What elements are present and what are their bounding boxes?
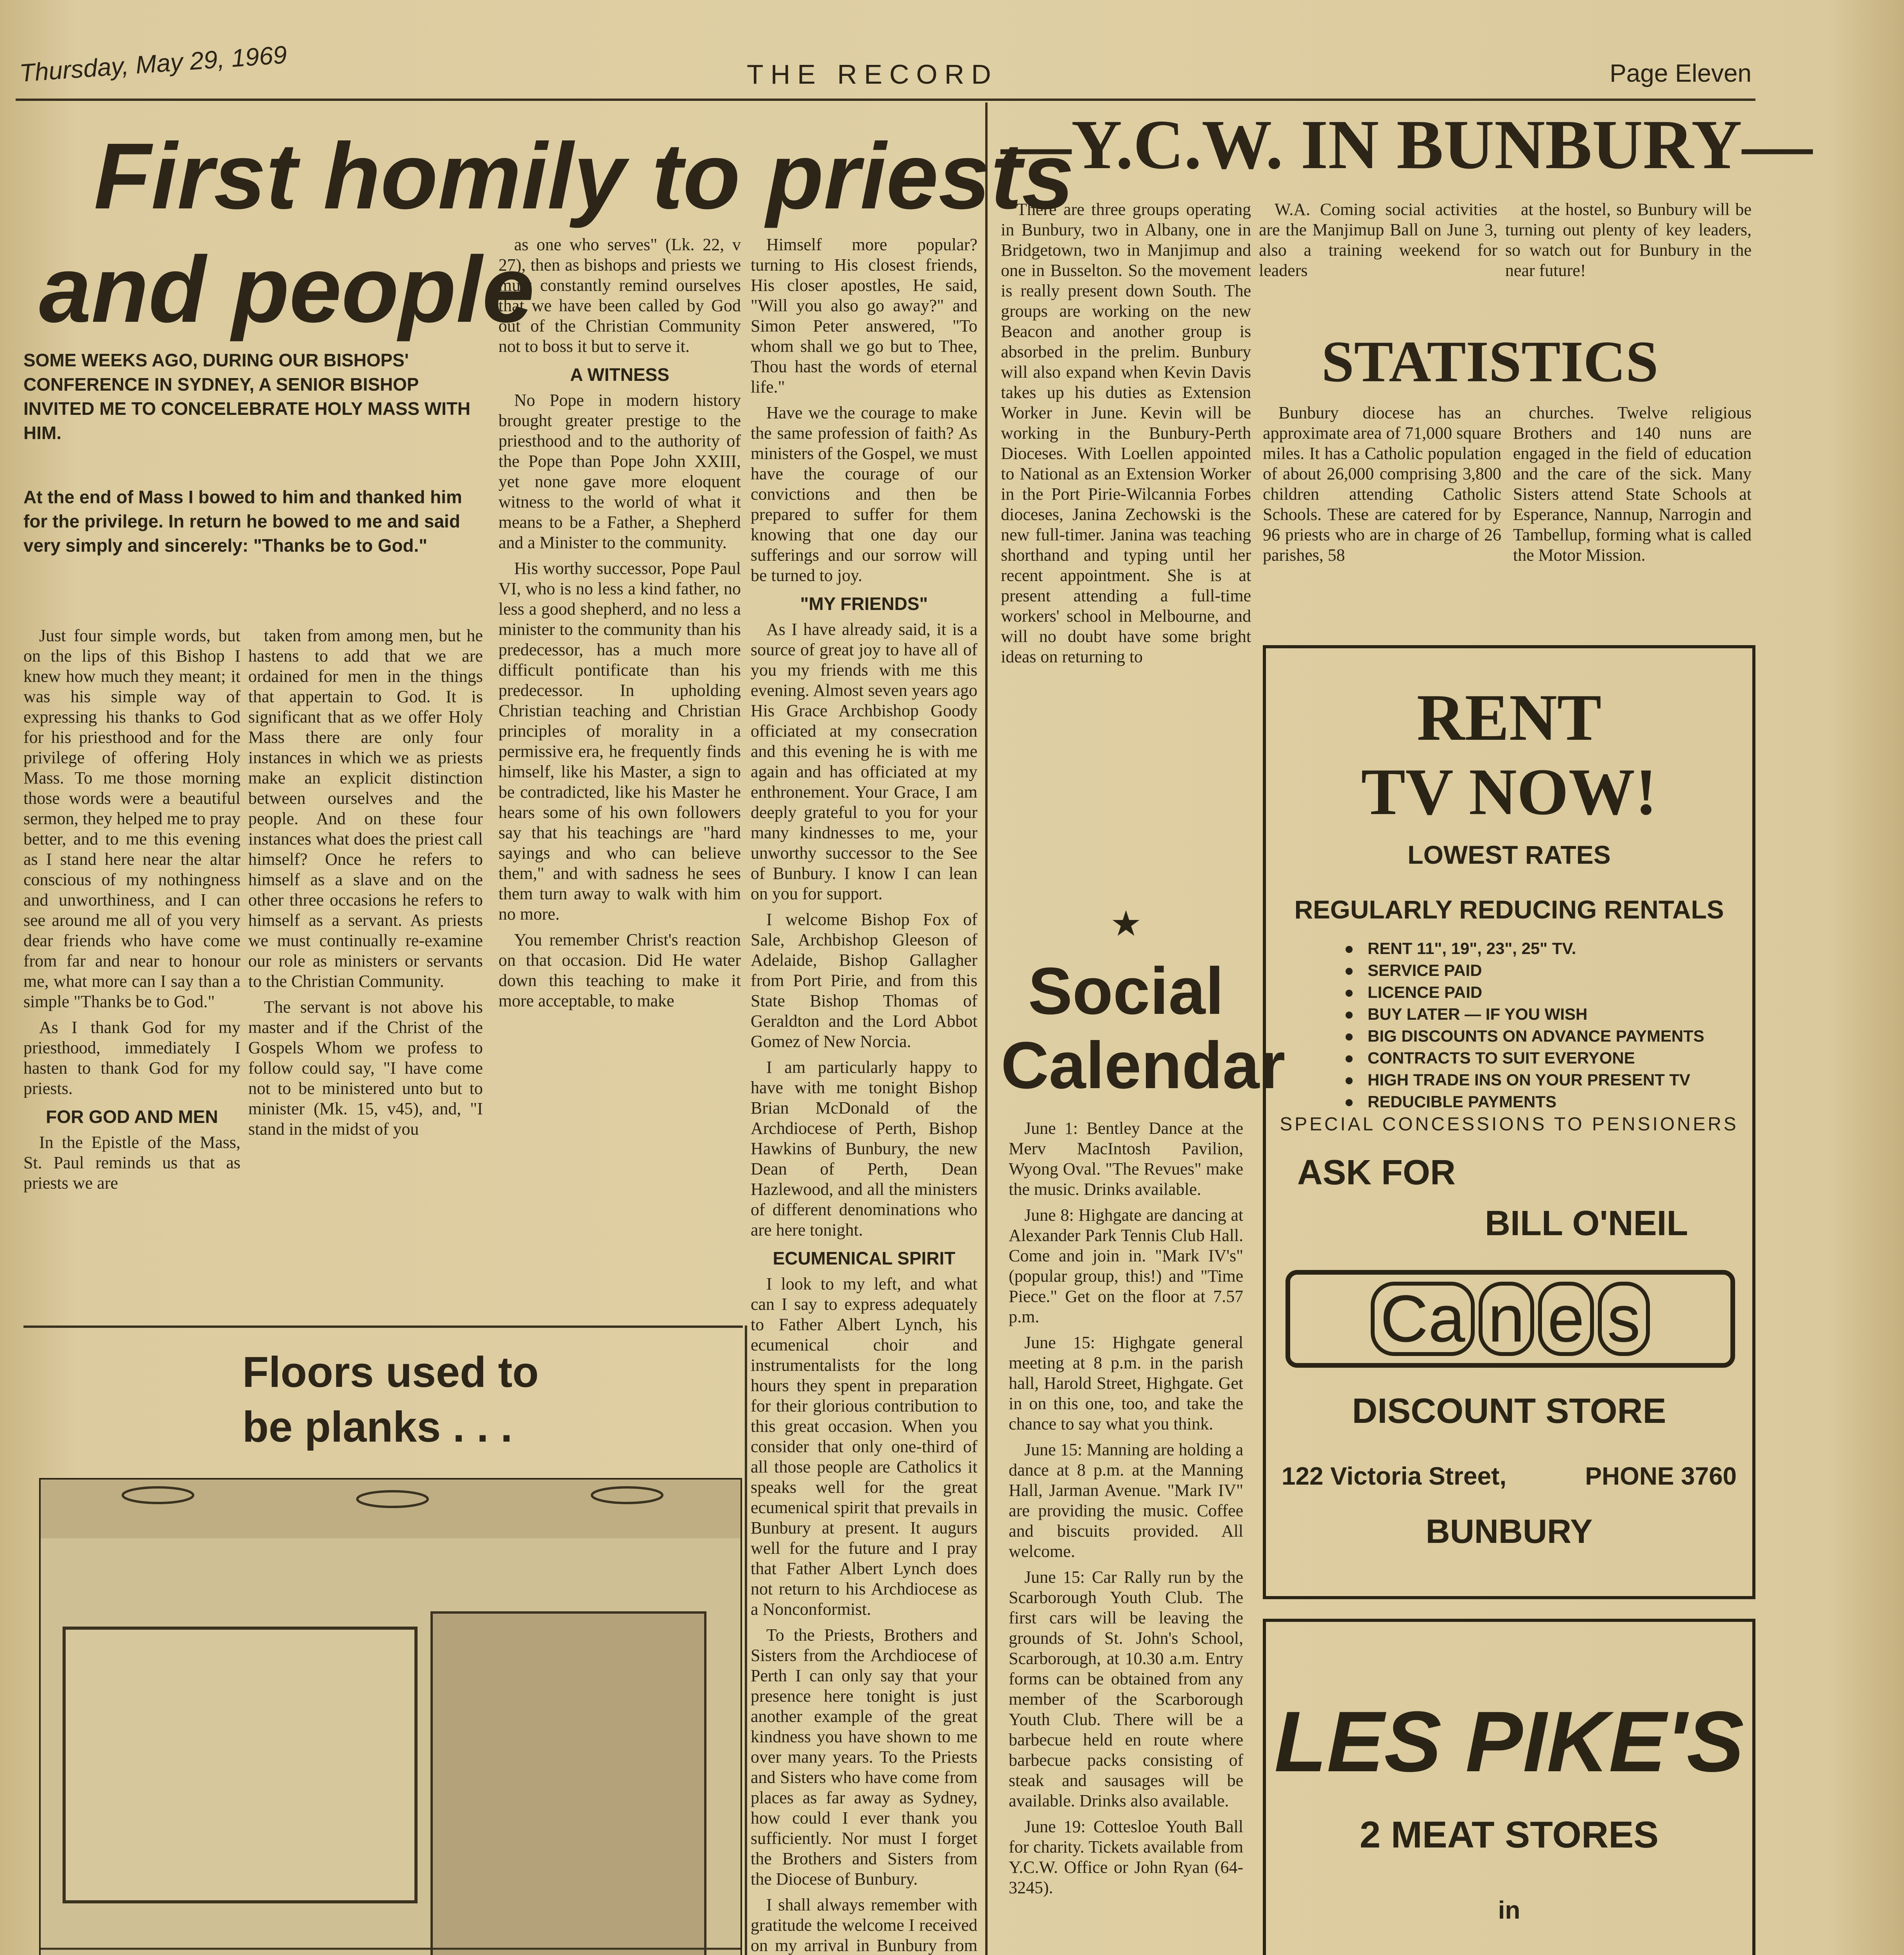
paragraph: His worthy successor, Pope Paul VI, who is no less a kind father, no less a good shepherd, and no less a minister to the community than his predecessor, has a much more difficult pontificate than his predecessor. In upholding Christian teaching and Christian principles of morality in a permissive era, he frequently finds himself, like his Master, a sign to be contradicted, like his Master he hears some of his own followers say that his teachings are "hard sayings and who can believe them," and with sadness he sees them turn away to walk with him no more. — [498, 559, 741, 924]
discount-store: DISCOUNT STORE — [1352, 1392, 1666, 1431]
logo-letter: n — [1479, 1282, 1535, 1356]
homily-intro-2: At the end of Mass I bowed to him and thanked him for the privilege. In return he bowed to me and said very simply and sincerely: "Thanks be to God." — [23, 487, 462, 556]
paragraph: As I thank God for my priesthood, immediately I hasten to thank God for my priests. — [23, 1018, 240, 1098]
title-line: Social — [1028, 954, 1224, 1028]
paragraph: There are three groups operating in Bunbury, two in Albany, one in Bridgetown, two in Manjimup and one in Busselton. So the movement is really present down South. The groups are working on the new Beacon and another group is absorbed in the prelim. Bunbury will also expand when Kevin Davis takes up his duties as Extension Worker in June. Kevin will be working in the Bunbury-Perth Dioceses. With Loellen appointed to National as an Extension Worker in the Port Pirie-Wilcannia Forbes dioceses, Janina Zechowski is the new full-timer. Janina was teaching shorthand and typing until her recent appointment. She is at present attending a full-time workers' school in Melbourne, and will no doubt have some bright ideas on returning to — [1001, 200, 1251, 666]
les-pikes-ad — [1263, 1619, 1755, 1955]
paragraph: No Pope in modern history brought greater prestige to the priesthood and to the authority of the Pope than Pope John XXIII, yet none gave more eloquent witness to the world of what it means to be a Father, a Shepherd and a Minister to the community. — [498, 391, 741, 552]
paragraph: I look to my left, and what can I say to express adequately to Father Albert Lynch, his ecumenical choir and instrumentalists for the long hours they spent in preparation for their glorious contribution to this great occasion. When you consider that only one-third of all those people are Catholics it speaks well for the great ecumenical spirit that prevails in Bunbury at present. It augurs well for the future and I pray that Father Albert Lynch does not return to his Archdiocese as a Nonconformist. — [751, 1274, 977, 1619]
rent-tv-line2: TV NOW! — [1361, 755, 1657, 829]
feature-item: ● BUY LATER — IF YOU WISH — [1344, 1003, 1735, 1025]
paragraph: The servant is not above his master and if the Christ of the Gospels Whom we profess to follow could say, "I have come not to be ministered unto but to minister (Mk. 15, v45), and, "I stand in the midst of you — [248, 997, 483, 1139]
column-divider — [985, 102, 988, 1955]
ycw-column-3 — [1505, 199, 1752, 286]
homily-column-2 — [248, 626, 483, 1145]
header-rule — [16, 99, 1755, 101]
logo-letter: e — [1538, 1282, 1594, 1356]
title-line: Calendar — [1001, 1028, 1285, 1103]
calendar-entry: June 1: Bentley Dance at the Merv MacIntosh Pavilion, Wyong Oval. "The Revues" make the music. Drinks available. — [1009, 1119, 1243, 1199]
ycw-column-2 — [1259, 199, 1497, 286]
feature-item: ● LICENCE PAID — [1344, 981, 1735, 1003]
paragraph: taken from among men, but he hastens to add that we are ordained for men in the things that appertain to God. It is significant that as we offer Holy Mass there are only four instances in which we as priests make an explicit distinction between ourselves and the people. And on these four instances what does the priest call himself? Once he refers to himself as a slave and on the other three occasions he refers to himself as a servant. As priests we must continually re-examine our role as ministers or servants to the Christian Community. — [248, 626, 483, 991]
issue-date: Thursday, May 29, 1969 — [18, 40, 288, 87]
canes-logo-frame — [1285, 1270, 1735, 1368]
page-number: Page Eleven — [1610, 59, 1752, 87]
store-phone: PHONE 3760 — [1585, 1462, 1737, 1490]
contact-name: BILL O'NEIL — [1485, 1204, 1688, 1243]
rent-tv-features — [1344, 938, 1735, 1113]
in-label: in — [1498, 1896, 1520, 1924]
ycw-column-1 — [1001, 199, 1251, 673]
paragraph: Have we the courage to make the same profession of faith? As ministers of the Gospel, we must have the courage of our convictions and then be prepared to suffer for them knowing that one day our sufferings and our sorrow will be turned to joy. — [751, 403, 977, 585]
feature-item: ● CONTRACTS TO SUIT EVERYONE — [1344, 1047, 1735, 1069]
rent-tv-ad — [1263, 645, 1755, 1599]
homily-title-line2: and people — [39, 237, 534, 342]
regularly-reducing: REGULARLY REDUCING RENTALS — [1294, 895, 1724, 924]
subheading: "MY FRIENDS" — [800, 594, 928, 614]
subheading: ECUMENICAL SPIRIT — [773, 1248, 956, 1268]
floors-headline: Floors used to be planks . . . — [242, 1348, 539, 1451]
paragraph: churches. Twelve religious Brothers and 140 nuns are engaged in the field of education and the care of the sick. Many Sisters attend State Schools at Esperance, Nannup, Narrogin and Tambellup, forming what is called the Motor Mission. — [1513, 403, 1752, 565]
social-calendar-title — [1001, 954, 1285, 1103]
paragraph: To the Priests, Brothers and Sisters from the Archdiocese of Perth I can only say that your presence here tonight is just another example of the great kindness you have shown to me over many years. To the Priests and Sisters who have come from places as far away as Sydney, how could I ever thank you sufficiently. Nor must I forget the Brothers and Sisters from the Diocese of Bunbury. — [751, 1625, 977, 1889]
rent-tv-line1: RENT — [1416, 681, 1602, 754]
publication-name: THE RECORD — [747, 59, 998, 90]
subheading: FOR GOD AND MEN — [46, 1107, 218, 1127]
canes-logo — [1266, 1270, 1752, 1368]
calendar-entry: June 15: Car Rally run by the Scarborough Youth Club. The first cars will be leaving the grounds of St. John's School, Scarborough, at 10.30 a.m. Entry forms can be obtained from any member of the Scarborough Youth Club. There will be a barbecue held en route where barbecue packs consisting of steak and sausages will be available. Drinks also available. — [1009, 1568, 1243, 1810]
store-address: 122 Victoria Street, — [1282, 1462, 1507, 1490]
paragraph: as one who serves" (Lk. 22, v 27), then as bishops and priests we must constantly remind ourselves that we have been called by God out of the Christian Community not to boss it but to serve it. — [498, 235, 741, 356]
logo-letter: Ca — [1371, 1282, 1474, 1356]
paragraph: Just four simple words, but on the lips of this Bishop I knew how much they meant; it was his simple way of expressing his thanks to God for his priesthood and for the privilege of offering Holy Mass. To me those morning those words were a beautiful sermon, they helped me to pray better, and to me this evening as I stand here near the altar conscious of my nothingness and unworthiness, and I can see around me all of you very dear friends who have come from far and near to honour me, what more can I say than a simple "Thanks be to God." — [23, 626, 240, 1011]
paragraph: In the Epistle of the Mass, St. Paul reminds us that as priests we are — [23, 1133, 240, 1193]
calendar-entry: June 19: Cottesloe Youth Ball for charity. Tickets available from Y.C.W. Office or John Ryan (64-3245). — [1009, 1817, 1243, 1897]
paragraph: W.A. Coming social activities are the Manjimup Ball on June 3, also a training weekend for leaders — [1259, 200, 1497, 280]
ad-divider-vertical — [745, 1325, 747, 1955]
room-sketch — [41, 1480, 740, 1955]
homily-column-3 — [498, 235, 741, 1017]
feature-item: ● SERVICE PAID — [1344, 960, 1735, 981]
paragraph: Himself more popular? turning to His closest friends, His closer apostles, He said, "Will you also go away?" and Simon Peter answered, "To whom shall we go but to Thee, Thou hast the words of eternal life." — [751, 235, 977, 396]
les-pikes-title: LES PIKE'S — [1274, 1693, 1744, 1790]
calendar-entry: June 15: Highgate general meeting at 8 p.m. in the parish hall, Harold Street, Highgate. Get in on this one, too, and take the chance to say what you think. — [1009, 1333, 1243, 1433]
paragraph: at the hostel, so Bunbury will be turning out plenty of key leaders, so watch out for Bunbury in the near future! — [1505, 200, 1752, 280]
statistics-column-2 — [1513, 403, 1752, 571]
logo-letter: s — [1598, 1282, 1650, 1356]
paragraph: I shall always remember with gratitude the welcome I received on my arrival in Bunbury from — [751, 1895, 977, 1955]
paragraph: Bunbury diocese has an approximate area of 71,000 square miles. It has a Catholic population of about 26,000 comprising 3,800 children attending Catholic Schools. These are catered for by 96 priests who are in charge of 26 parishes, 58 — [1263, 403, 1501, 565]
homily-column-1 — [23, 626, 240, 1199]
paragraph: I welcome Bishop Fox of Sale, Archbishop Gleeson of Adelaide, Bishop Gallagher from Port Pirie, and from this State Bishop Thomas of Geraldton and the Lord Abbot Gomez of New Norcia. — [751, 910, 977, 1051]
ycw-title: —Y.C.W. IN BUNBURY— — [1001, 106, 1813, 183]
paragraph: I am particularly happy to have with me tonight Bishop Brian McDonald of the Archdiocese of Perth, Bishop Hawkins of Bunbury, the new Dean of Perth, Dean Hazlewood, and all the ministers of different denominations who are here tonight. — [751, 1058, 977, 1239]
page-header — [18, 40, 1752, 94]
store-town: BUNBURY — [1425, 1513, 1593, 1550]
statistics-column-1 — [1263, 403, 1501, 571]
subheading: A WITNESS — [570, 364, 669, 385]
feature-item: ● HIGH TRADE INS ON YOUR PRESENT TV — [1344, 1069, 1735, 1091]
paragraph: As I have already said, it is a source of great joy to have all of you my friends with me this evening. Almost seven years ago His Grace Archbishop Goody officiated at my consecration and this evening he is with me again and has officiated at my enthronement. Your Grace, I am deeply grateful to you for your many kindnesses to me, your unworthy successor to the See of Bunbury. I know I can lean on you for support. — [751, 620, 977, 903]
ad-divider — [23, 1325, 743, 1328]
feature-item: ● BIG DISCOUNTS ON ADVANCE PAYMENTS — [1344, 1025, 1735, 1047]
social-calendar-entries — [1009, 1118, 1243, 1903]
lowest-rates: LOWEST RATES — [1407, 840, 1611, 869]
feature-item: ● RENT 11", 19", 23", 25" TV. — [1344, 938, 1735, 960]
pensioner-concessions: SPECIAL CONCESSIONS TO PENSIONERS — [1280, 1114, 1739, 1135]
calendar-entry: June 15: Manning are holding a dance at 8 p.m. at the Manning Hall, Jarman Avenue. "Mark IV" are providing the music. Coffee and biscuits provided. All welcome. — [1009, 1440, 1243, 1561]
feature-item: ● REDUCIBLE PAYMENTS — [1344, 1091, 1735, 1113]
homily-column-4 — [751, 235, 977, 1955]
living-room-illustration — [39, 1478, 742, 1955]
statistics-title: STATISTICS — [1321, 329, 1658, 394]
homily-intro: SOME WEEKS AGO, DURING OUR BISHOPS' CONFERENCE IN SYDNEY, A SENIOR BISHOP INVITED ME TO CONCELEBRATE HOLY MASS WITH HIM. — [23, 350, 471, 443]
ask-for: ASK FOR — [1297, 1153, 1456, 1192]
paragraph: You remember Christ's reaction on that occasion. Did He water down this teaching to make it more acceptable, to make — [498, 930, 741, 1010]
star-icon: ★ — [1110, 904, 1142, 943]
homily-title-line1: First homily to priests — [94, 124, 1074, 228]
calendar-entry: June 8: Highgate are dancing at Alexander Park Tennis Club Hall. Come and join in. "Mark IV's" (popular group, this!) and "Time Piece." Get on the floor at 7.57 p.m. — [1009, 1205, 1243, 1326]
meat-stores: 2 MEAT STORES — [1359, 1814, 1659, 1856]
